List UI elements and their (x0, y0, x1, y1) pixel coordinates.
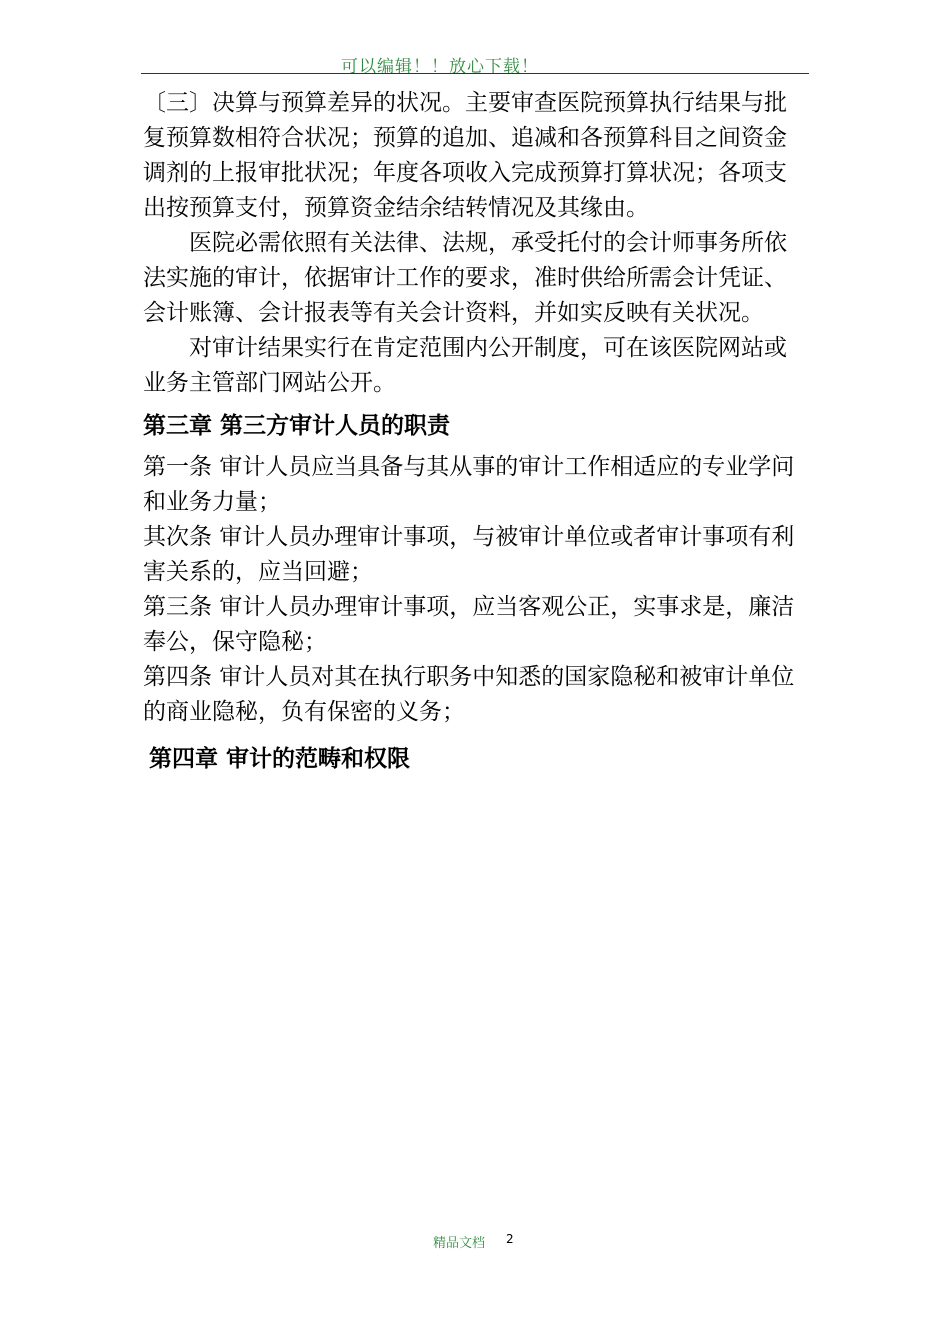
article-four: 第四条 审计人员对其在执行职务中知悉的国家隐秘和被审计单位的商业隐秘，负有保密的义务； (143, 664, 795, 725)
header-divider (141, 73, 809, 74)
article-two: 其次条 审计人员办理审计事项，与被审计单位或者审计事项有利害关系的，应当回避； (143, 524, 795, 585)
article-three: 第三条 审计人员办理审计事项，应当客观公正，实事求是，廉洁奉公，保守隐秘； (143, 594, 795, 655)
paragraph-audit-cooperation: 医院必需依照有关法律、法规，承受托付的会计师事务所依法实施的审计，依据审计工作的要求，准时供给所需会计凭证、会计账簿、会计报表等有关会计资料，并如实反映有关状况。 (143, 230, 787, 326)
paragraph-budget-variance: 〔三〕决算与预算差异的状况。主要审查医院预算执行结果与批复预算数相符合状况；预算的追加、追减和各预算科目之间资金调剂的上报审批状况；年度各项收入完成预算打算状况；各项支出按预算支付，预算资金结余结转情况及其缘由。 (143, 90, 787, 221)
paragraph-public-disclosure: 对审计结果实行在肯定范围内公开制度，可在该医院网站或业务主管部门网站公开。 (143, 335, 787, 396)
chapter-three-title: 第三章 第三方审计人员的职责 (143, 413, 451, 439)
page-number: 2 (506, 1232, 514, 1246)
page-footer (0, 1232, 950, 1252)
document-body (143, 86, 803, 783)
chapter-four-title: 第四章 审计的范畴和权限 (149, 746, 411, 772)
page-header-text: 可以编辑！！放心下载！ (341, 57, 539, 77)
article-one: 第一条 审计人员应当具备与其从事的审计工作相适应的专业学问和业务力量； (143, 454, 795, 515)
footer-label: 精品文档 (433, 1236, 486, 1251)
